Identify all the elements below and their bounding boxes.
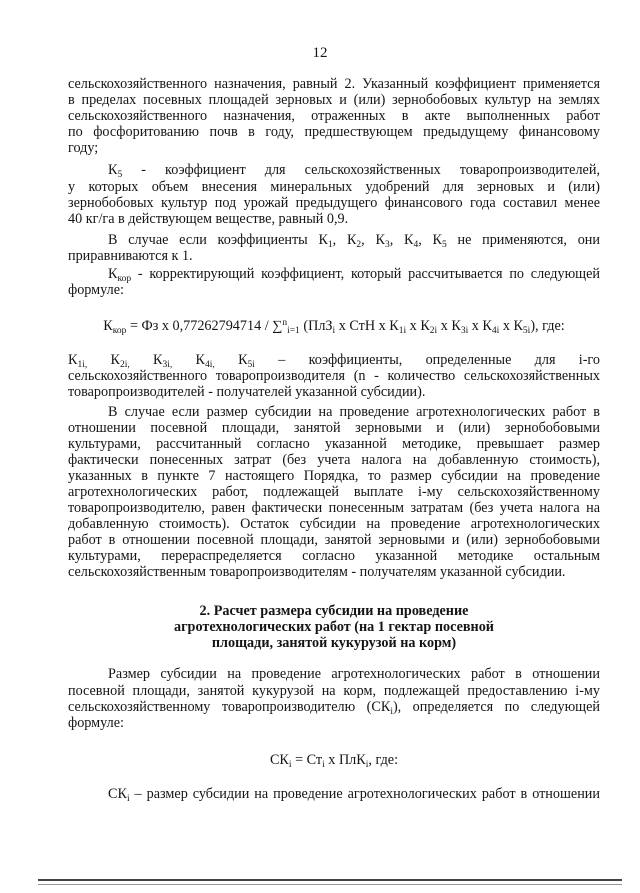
text-line: сельскохозяйственным товаропроизводителям - получателям указанной субсидии.	[68, 564, 566, 580]
page-number: 12	[312, 45, 328, 61]
text-line: культурами, перераспределяется согласно указанной методике остальным	[68, 548, 600, 564]
coefficients-not-applied: В случае если коэффициенты $К_1$, $К_2$, $К_3$, $К_4$, $К_5$ не применяются, они	[108, 232, 600, 250]
text-line: фактически понесенных затрат (без учета налога на добавленную стоимость),	[68, 452, 600, 468]
text-line: указанных в пункте 7 настоящего Порядка, то размер субсидии на проведение	[68, 468, 600, 484]
formula-kkor: $К_{кор}$ = Фз х 0,77262794714 / ∑$^n_{i=1}$ (ПлЗ$_i$ х СтН х $К_{1i}$ х $К_{2i}$ х $К_{3i}$ х $К_{4i}$ х $К_{5i}$), где:	[103, 318, 565, 336]
text-line: приравниваются к 1.	[68, 248, 193, 264]
text-line: у которых объем внесения минеральных удобрений для зерновых и (или)	[68, 179, 600, 195]
coefficients-definition: $К_{1i,}$ $К_{2i,}$ $К_{3i,}$ $К_{4i,}$ $К_{5i}$ – коэффициенты, определенные для i-го	[68, 352, 600, 370]
text-line: 40 кг/га в действующем веществе, равный 0,9.	[68, 211, 349, 227]
text-line: формуле:	[68, 715, 124, 731]
text-line: сельскохозяйственного назначения, отраженных в акте выполненных работ	[68, 108, 600, 124]
text-line: В случае если размер субсидии на проведение агротехнологических работ в	[108, 404, 600, 420]
scan-edge-line	[38, 879, 622, 881]
text-line: посевной площади, занятой кукурузой на корм, подлежащей предоставлению i-му	[68, 683, 600, 699]
text-line: сельскохозяйственного назначения, равный 2. Указанный коэффициент применяется	[68, 76, 600, 92]
scan-edge-line	[38, 884, 622, 885]
text-line: $СК_i$ – размер субсидии на проведение агротехнологических работ в отношении	[108, 786, 600, 804]
text-line: в пределах посевных площадей зерновых и (или) зернобобовых культур на землях	[68, 92, 600, 108]
text-line: по фосфоритованию почв в году, предшествующем предыдущему финансовому	[68, 124, 600, 140]
text-line: Размер субсидии на проведение агротехнологических работ в отношении	[108, 666, 600, 682]
text-line: сельскохозяйственного товаропроизводителя (n - количество сельскохозяйственных	[68, 368, 600, 384]
section-heading: агротехнологических работ (на 1 гектар посевной	[174, 619, 494, 635]
section-heading: 2. Расчет размера субсидии на проведение	[199, 603, 469, 619]
k5-definition: $К_5$ - коэффициент для сельскохозяйственных товаропроизводителей,	[108, 162, 600, 180]
text-line: работ в отношении посевной площади, занятой зерновыми и (или) зернобобовыми	[68, 532, 600, 548]
text-line: формуле:	[68, 282, 124, 298]
text-line: добавленную стоимость). Остаток субсидии на проведение агротехнологических	[68, 516, 600, 532]
text-line: зернобобовых культур под урожай предыдущего финансового года составил менее	[68, 195, 600, 211]
formula-ck: $СК_i = Ст_i$ х ПлК$_i$, где:	[269, 752, 399, 770]
section-heading: площади, занятой кукурузой на корм)	[211, 635, 457, 651]
text-line: году;	[68, 140, 99, 156]
kkor-definition: $К_{кор}$ - корректирующий коэффициент, который рассчитывается по следующей	[108, 266, 600, 284]
text-line: сельскохозяйственному товаропроизводителю $(СК_i)$, определяется по следующей	[68, 699, 600, 717]
text-line: товаропроизводителей - получателей указанной субсидии).	[68, 384, 426, 400]
text-line: отношении посевной площади, занятой зерновыми и (или) зернобобовыми	[68, 420, 600, 436]
text-line: агротехнологических работ, подлежащей выплате i-му сельскохозяйственному	[68, 484, 600, 500]
text-line: товаропроизводителю, равен фактически понесенным затратам (без учета налога на	[68, 500, 600, 516]
text-line: культурами, рассчитанный согласно указанной методике, превышает размер	[68, 436, 600, 452]
